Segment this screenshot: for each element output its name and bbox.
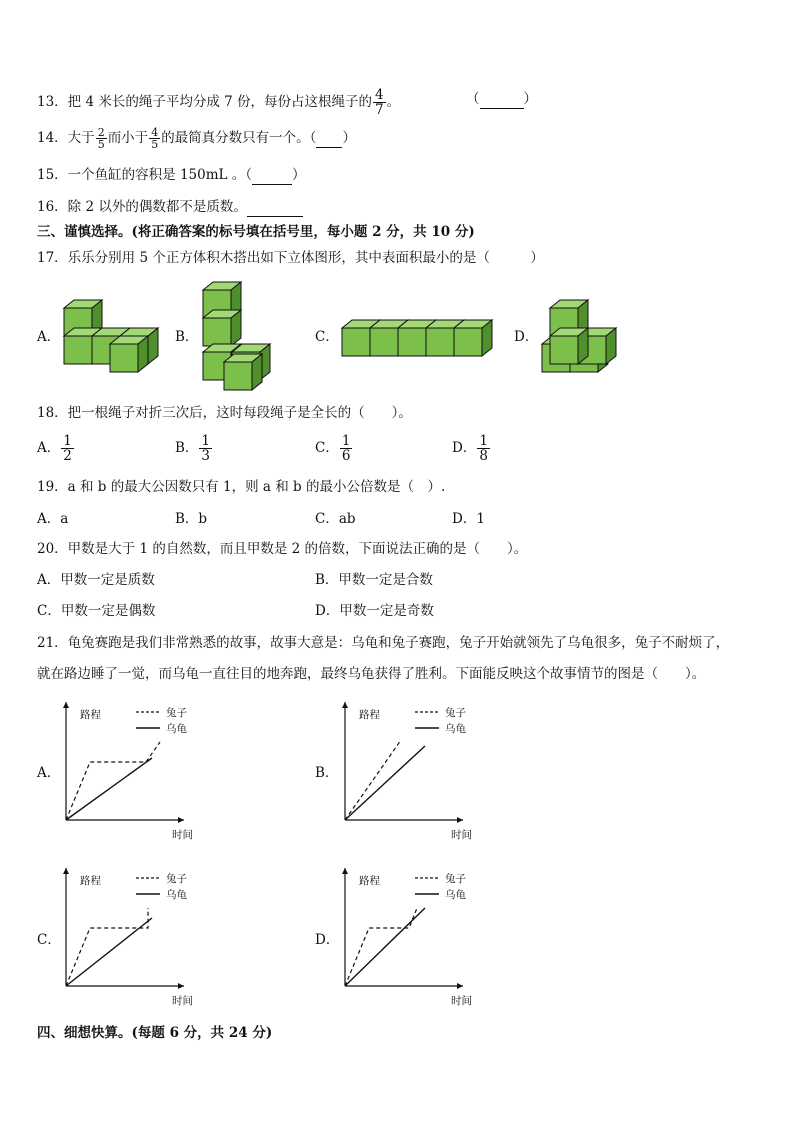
question-20: 20．甲数是大于 1 的自然数，而且甲数是 2 的倍数，下面说法正确的是（ ）。 [37, 541, 528, 557]
legend-rabbit: 兔子 [166, 873, 187, 885]
question-16 [37, 198, 303, 217]
graph-option-d [342, 868, 472, 1007]
q21-graphs [0, 690, 794, 1020]
legend-rabbit: 兔子 [445, 873, 466, 885]
q18-option-a-fraction [61, 434, 74, 463]
q19-option-a[interactable]: A．a [37, 511, 69, 527]
q14-text-b: 而小于 [107, 130, 149, 146]
q16-text: 16．除 2 以外的偶数都不是质数。 [37, 199, 247, 215]
y-axis-label: 路程 [359, 709, 380, 721]
q13-denominator: 7 [375, 102, 384, 118]
question-18: 18．把一根绳子对折三次后，这时每段绳子是全长的（ ）。 [37, 405, 412, 421]
y-axis-label: 路程 [80, 709, 101, 721]
q18-option-c-label: C． [315, 440, 339, 456]
q14-text-c: 的最简真分数只有一个。（ [161, 130, 317, 146]
q18-d-den: 8 [479, 448, 488, 464]
q14-d1: 5 [97, 138, 105, 151]
q18-c-den: 6 [341, 448, 351, 464]
q13-answer-paren[interactable] [466, 90, 537, 109]
q18-option-c-fraction [340, 434, 353, 463]
graph-option-a [63, 702, 193, 841]
question-14 [37, 127, 356, 150]
q18-b-num: 1 [201, 433, 211, 449]
q14-n1: 2 [97, 126, 105, 139]
section-4-heading: 四、细想快算。(每题 6 分，共 24 分) [37, 1025, 273, 1041]
q18-option-b-fraction [199, 434, 212, 463]
x-axis-label: 时间 [451, 995, 472, 1007]
q18-option-b[interactable] [175, 434, 213, 463]
q18-option-a[interactable] [37, 434, 75, 463]
turtle-path [345, 908, 425, 986]
q13-text: 13．把 4 米长的绳子平均分成 7 份，每份占这根绳子的 [37, 94, 373, 110]
question-21-line-2: 就在路边睡了一觉，而乌龟一直往目的地奔跑，最终乌龟获得了胜利。下面能反映这个故事情节的图是（ ）。 [37, 666, 706, 682]
x-axis-label: 时间 [172, 829, 193, 841]
rabbit-path [66, 908, 148, 986]
q14-fraction-1 [96, 127, 107, 150]
q18-option-a-label: A． [37, 440, 61, 456]
q13-answer-blank[interactable] [480, 90, 524, 109]
legend-turtle: 乌龟 [166, 723, 187, 735]
q19-option-d[interactable]: D．1 [452, 511, 485, 527]
legend-turtle: 乌龟 [445, 889, 466, 901]
q20-option-a[interactable]: A．甲数一定是质数 [37, 572, 155, 588]
q13-paren-left: （ [466, 91, 480, 107]
section-3-heading: 三、谨慎选择。(将正确答案的标号填在括号里，每小题 2 分，共 10 分) [37, 224, 475, 240]
q14-fraction-2 [149, 127, 160, 150]
q18-option-d-fraction [477, 434, 490, 463]
q18-option-d-label: D． [452, 440, 477, 456]
cube [454, 320, 492, 356]
q18-c-num: 1 [341, 433, 351, 449]
q14-paren-right: ） [342, 130, 356, 146]
q19-option-c[interactable]: C．ab [315, 511, 356, 527]
q18-option-c[interactable] [315, 434, 353, 463]
cube [203, 310, 241, 346]
turtle-path [66, 918, 152, 986]
question-19: 19．a 和 b 的最大公因数只有 1，则 a 和 b 的最小公倍数是（ ）. [37, 479, 446, 495]
question-13 [37, 88, 400, 117]
q17-option-d[interactable]: D． [514, 329, 539, 345]
q16-answer-blank[interactable] [247, 198, 303, 217]
question-21-line-1: 21．龟兔赛跑是我们非常熟悉的故事，故事大意是：乌龟和兔子赛跑，兔子开始就领先了乌龟很多，兔子不耐烦了， [37, 635, 730, 651]
q13-numerator: 4 [375, 87, 384, 103]
graph-option-c [63, 868, 193, 1007]
q17-cube-figures [0, 270, 794, 400]
y-axis-label: 路程 [359, 875, 380, 887]
turtle-path [345, 746, 425, 820]
question-17: 17．乐乐分别用 5 个正方体积木搭出如下立体图形，其中表面积最小的是（ ） [37, 250, 544, 266]
q18-option-b-label: B． [175, 440, 199, 456]
y-axis-label: 路程 [80, 875, 101, 887]
legend-turtle: 乌龟 [445, 723, 466, 735]
cube [550, 328, 588, 364]
x-axis-label: 时间 [451, 829, 472, 841]
q14-d2: 5 [151, 138, 159, 151]
rabbit-path [345, 740, 401, 820]
q21-option-c[interactable]: C． [37, 932, 61, 948]
question-15 [37, 166, 306, 185]
q15-answer-blank[interactable] [252, 166, 292, 185]
q20-option-b[interactable]: B．甲数一定是合数 [315, 572, 433, 588]
cube [224, 354, 262, 390]
q20-option-d[interactable]: D．甲数一定是奇数 [315, 603, 434, 619]
q14-answer-blank[interactable] [316, 129, 342, 148]
q21-option-d[interactable]: D． [315, 932, 340, 948]
q13-period: 。 [386, 94, 401, 110]
q21-option-a[interactable]: A． [37, 765, 61, 781]
q17-option-c[interactable]: C． [315, 329, 339, 345]
q20-option-c[interactable]: C．甲数一定是偶数 [37, 603, 156, 619]
turtle-path [66, 758, 152, 820]
q18-a-num: 1 [63, 433, 72, 449]
q15-paren-right: ） [292, 167, 306, 183]
q14-text-a: 14．大于 [37, 130, 95, 146]
q17-option-a[interactable]: A． [37, 329, 61, 345]
rabbit-path [345, 908, 417, 986]
rabbit-path [66, 742, 160, 820]
q21-option-b[interactable]: B． [315, 765, 339, 781]
q19-option-b[interactable]: B．b [175, 511, 208, 527]
legend-rabbit: 兔子 [166, 707, 187, 719]
q18-d-num: 1 [479, 433, 488, 449]
q18-b-den: 3 [201, 448, 211, 464]
x-axis-label: 时间 [172, 995, 193, 1007]
q18-a-den: 2 [63, 448, 72, 464]
legend-turtle: 乌龟 [166, 889, 187, 901]
q15-text: 15．一个鱼缸的容积是 150mL 。（ [37, 167, 253, 183]
legend-rabbit: 兔子 [445, 707, 466, 719]
q13-fraction [373, 88, 386, 117]
graph-option-b [342, 702, 472, 841]
q14-n2: 4 [151, 126, 159, 139]
cube [110, 336, 148, 372]
q17-option-b[interactable]: B． [175, 329, 199, 345]
q18-option-d[interactable] [452, 434, 491, 463]
q13-paren-right: ） [523, 91, 537, 107]
